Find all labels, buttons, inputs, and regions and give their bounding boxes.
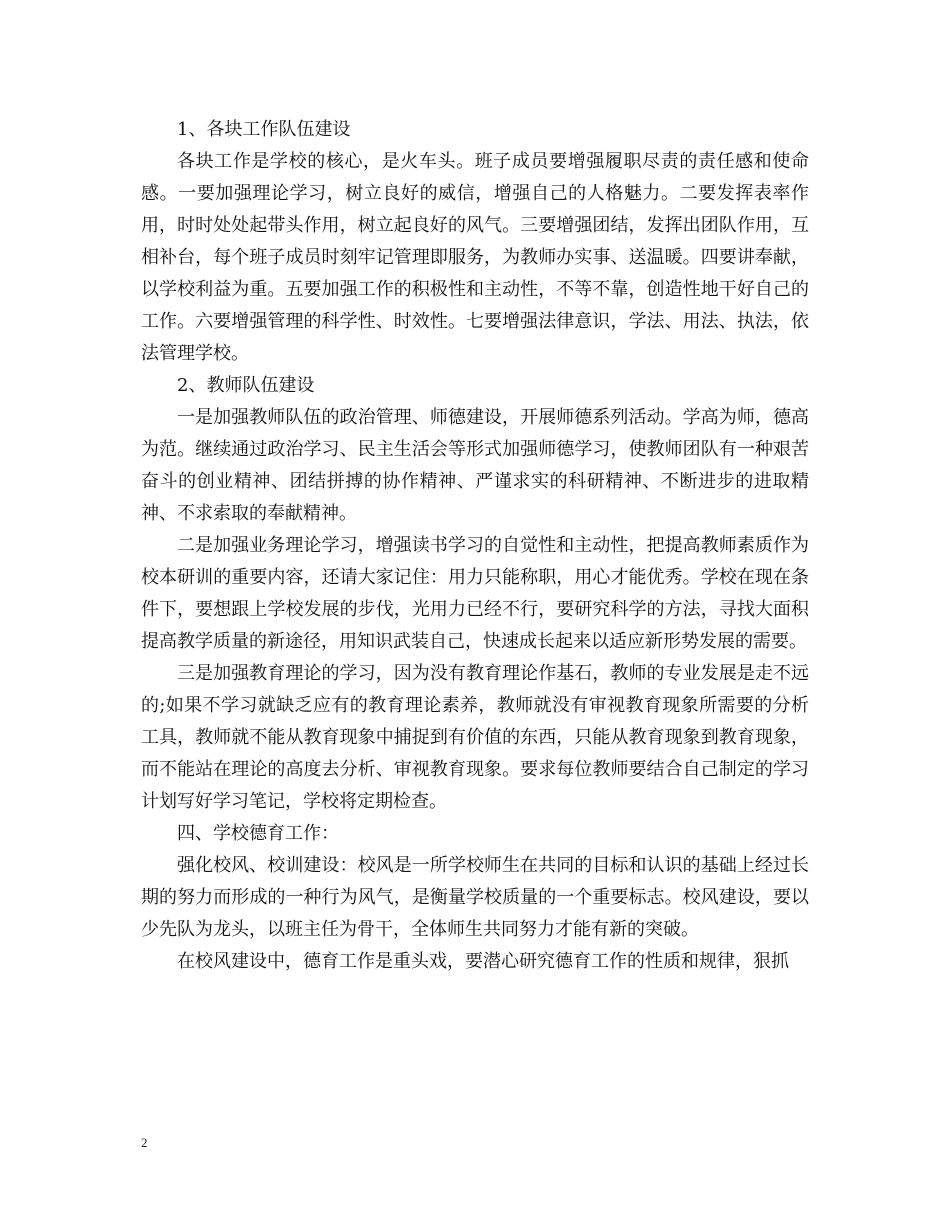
- paragraph: 各块工作是学校的核心，是火车头。班子成员要增强履职尽责的责任感和使命感。一要加强理论学习，树立良好的威信，增强自己的人格魅力。二要发挥表率作用，时时处处起带头作用，树立起良好的风气。三要增强团结，发挥出团队作用，互相补台，每个班子成员时刻牢记管理即服务，为教师办实事、送温暖。四要讲奉献，以学校利益为重。五要加强工作的积极性和主动性，不等不靠，创造性地干好自己的工作。六要增强管理的科学性、时效性。七要增强法律意识，学法、用法、执法，依法管理学校。: [141, 151, 809, 364]
- heading-teacher-team: 2、教师队伍建设: [177, 375, 315, 396]
- paragraph: 强化校风、校训建设：校风是一所学校师生在共同的目标和认识的基础上经过长期的努力而形成的一种行为风气，是衡量学校质量的一个重要标志。校风建设，要以少先队为龙头，以班主任为骨干，全体师生共同努力才能有新的突破。: [141, 855, 809, 940]
- heading-team-building: 1、各块工作队伍建设: [177, 119, 351, 140]
- heading-moral-education: 四、学校德育工作：: [177, 823, 339, 844]
- paragraph: 在校风建设中，德育工作是重头戏，要潜心研究德育工作的性质和规律，狠抓: [177, 951, 789, 972]
- document-body: [141, 114, 809, 978]
- page-number: 2: [141, 1135, 148, 1150]
- paragraph: 一是加强教师队伍的政治管理、师德建设，开展师德系列活动。学高为师，德高为范。继续通过政治学习、民主生活会等形式加强师德学习，使教师团队有一种艰苦奋斗的创业精神、团结拼搏的协作精神、严谨求实的科研精神、不断进步的进取精神、不求索取的奉献精神。: [141, 407, 809, 524]
- paragraph: 二是加强业务理论学习，增强读书学习的自觉性和主动性，把提高教师素质作为校本研训的重要内容，还请大家记住：用力只能称职，用心才能优秀。学校在现在条件下，要想跟上学校发展的步伐，光用力已经不行，要研究科学的方法，寻找大面积提高教学质量的新途径，用知识武装自己，快速成长起来以适应新形势发展的需要。: [141, 535, 809, 652]
- paragraph: 三是加强教育理论的学习，因为没有教育理论作基石，教师的专业发展是走不远的;如果不学习就缺乏应有的教育理论素养，教师就没有审视教育现象所需要的分析工具，教师就不能从教育现象中捕捉到有价值的东西，只能从教育现象到教育现象，而不能站在理论的高度去分析、审视教育现象。要求每位教师要结合自己制定的学习计划写好学习笔记，学校将定期检查。: [141, 663, 809, 812]
